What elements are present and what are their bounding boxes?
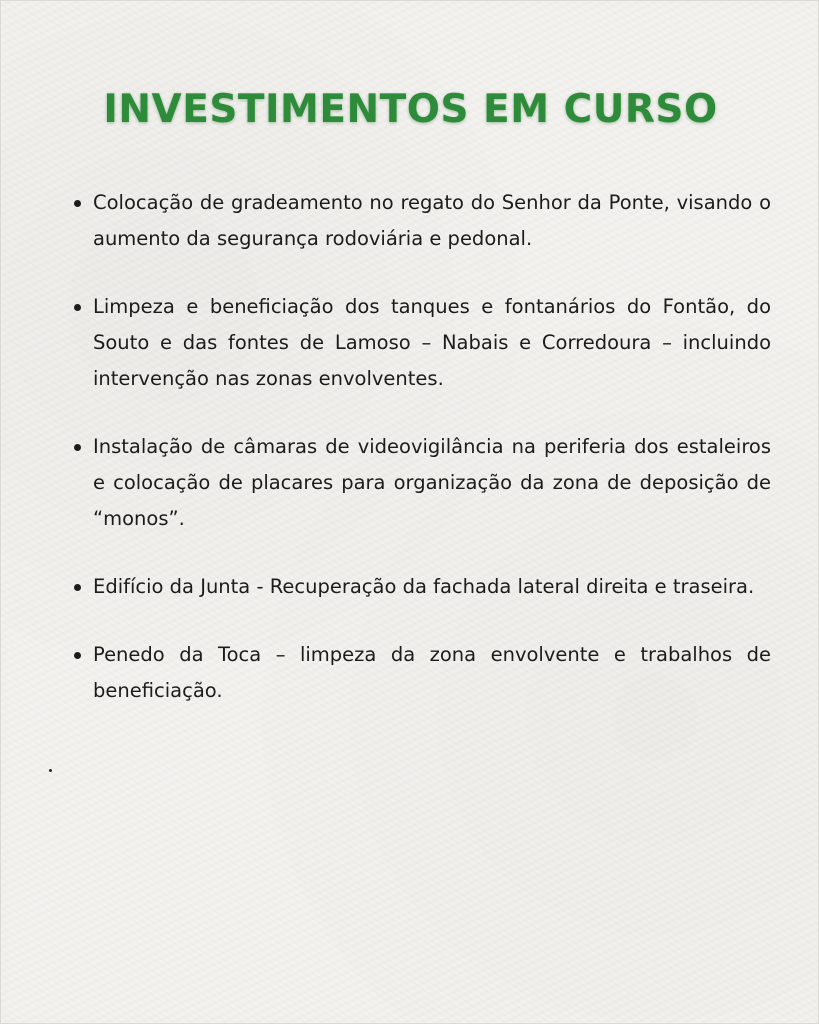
list-item-text: Colocação de gradeamento no regato do Senhor da Ponte, visando o aumento da segurança rodoviária e pedonal. (93, 191, 771, 250)
investments-list (71, 185, 771, 709)
bullet-icon (74, 584, 81, 591)
list-item-text: Instalação de câmaras de videovigilância na periferia dos estaleiros e colocação de placares para organização da zona de deposição de “monos”. (93, 435, 771, 530)
list-item-text: Edifício da Junta - Recuperação da fachada lateral direita e traseira. (93, 575, 755, 598)
list-item-text: Penedo da Toca – limpeza da zona envolvente e trabalhos de beneficiação. (93, 643, 771, 702)
list-item (71, 569, 771, 605)
list-item (71, 289, 771, 397)
bullet-icon (74, 444, 81, 451)
list-item (71, 429, 771, 537)
list-item (71, 637, 771, 709)
bullet-icon (74, 652, 81, 659)
list-item (71, 185, 771, 257)
bullet-icon (74, 304, 81, 311)
list-item-text: Limpeza e beneficiação dos tanques e fontanários do Fontão, do Souto e das fontes de Lamoso – Nabais e Corredoura – incluindo intervenção nas zonas envolventes. (93, 295, 771, 390)
bullet-icon (74, 200, 81, 207)
page-title: INVESTIMENTOS EM CURSO (103, 87, 718, 132)
stray-dot (49, 769, 52, 772)
